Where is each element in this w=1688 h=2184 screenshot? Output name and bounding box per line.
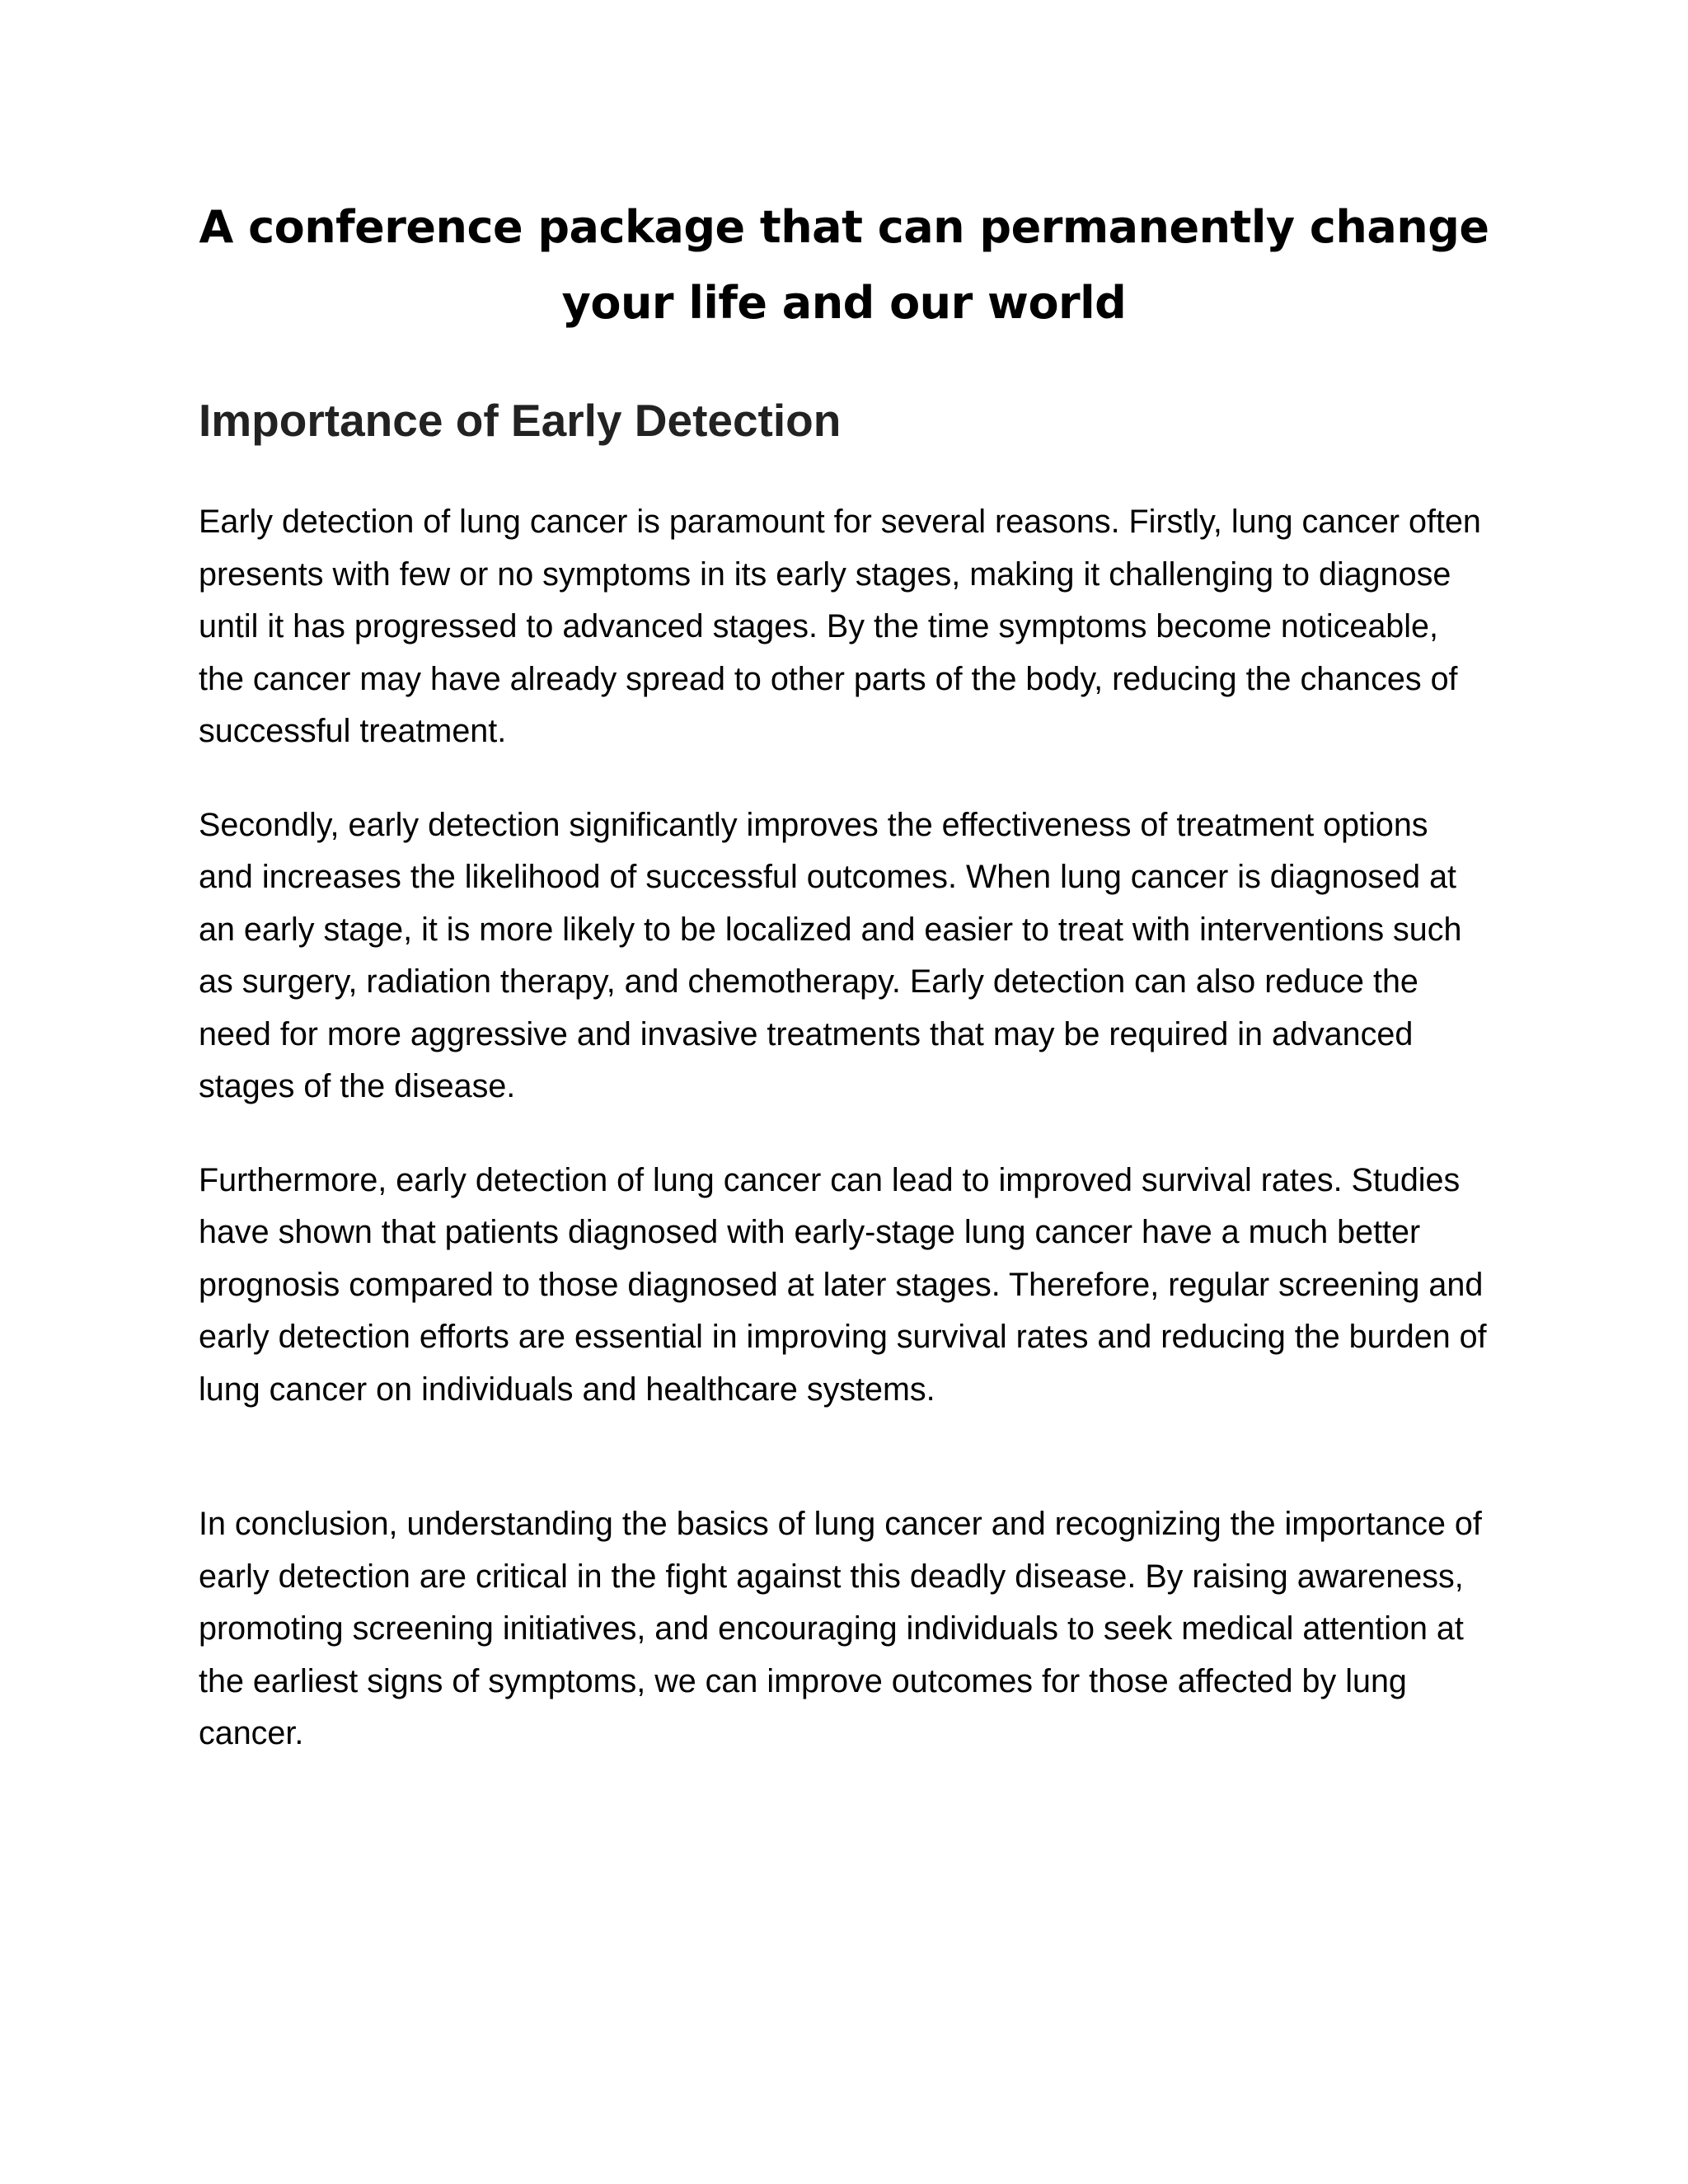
paragraph-survival-rates: Furthermore, early detection of lung cancer can lead to improved survival rates. Studies have shown that patients diagnosed with early-stage lung cancer have a much better prognosis compared to those diagnosed at later stages. Therefore, regular screening and early detection efforts are essential in improving survival rates and reducing the burden of lung cancer on individuals and healthcare systems.: [199, 1161, 1487, 1408]
document-content: [199, 190, 1489, 1760]
paragraph-treatment-effectiveness: Secondly, early detection significantly improves the effectiveness of treatment options and increases the likelihood of successful outcomes. When lung cancer is diagnosed at an early stage, it is more likely to be localized and easier to treat with interventions such as surgery, radiation therapy, and chemotherapy. Early detection can also reduce the need for more aggressive and invasive treatments that may be required in advanced stages of the disease.: [199, 806, 1462, 1104]
paragraph-early-detection: Early detection of lung cancer is paramount for several reasons. Firstly, lung cancer often presents with few or no symptoms in its early stages, making it challenging to diagnose until it has progressed to advanced stages. By the time symptoms become noticeable, the cancer may have already spread to other parts of the body, reducing the chances of successful treatment.: [199, 504, 1481, 749]
paragraph-conclusion: In conclusion, understanding the basics of lung cancer and recognizing the importance of early detection are critical in the fight against this deadly disease. By raising awareness, promoting screening initiatives, and encouraging individuals to seek medical attention at the earliest signs of symptoms, we can improve outcomes for those affected by lung cancer.: [199, 1506, 1482, 1751]
section-heading: Importance of Early Detection: [199, 395, 842, 446]
document-title: A conference package that can permanently change your life and our world: [199, 201, 1489, 329]
